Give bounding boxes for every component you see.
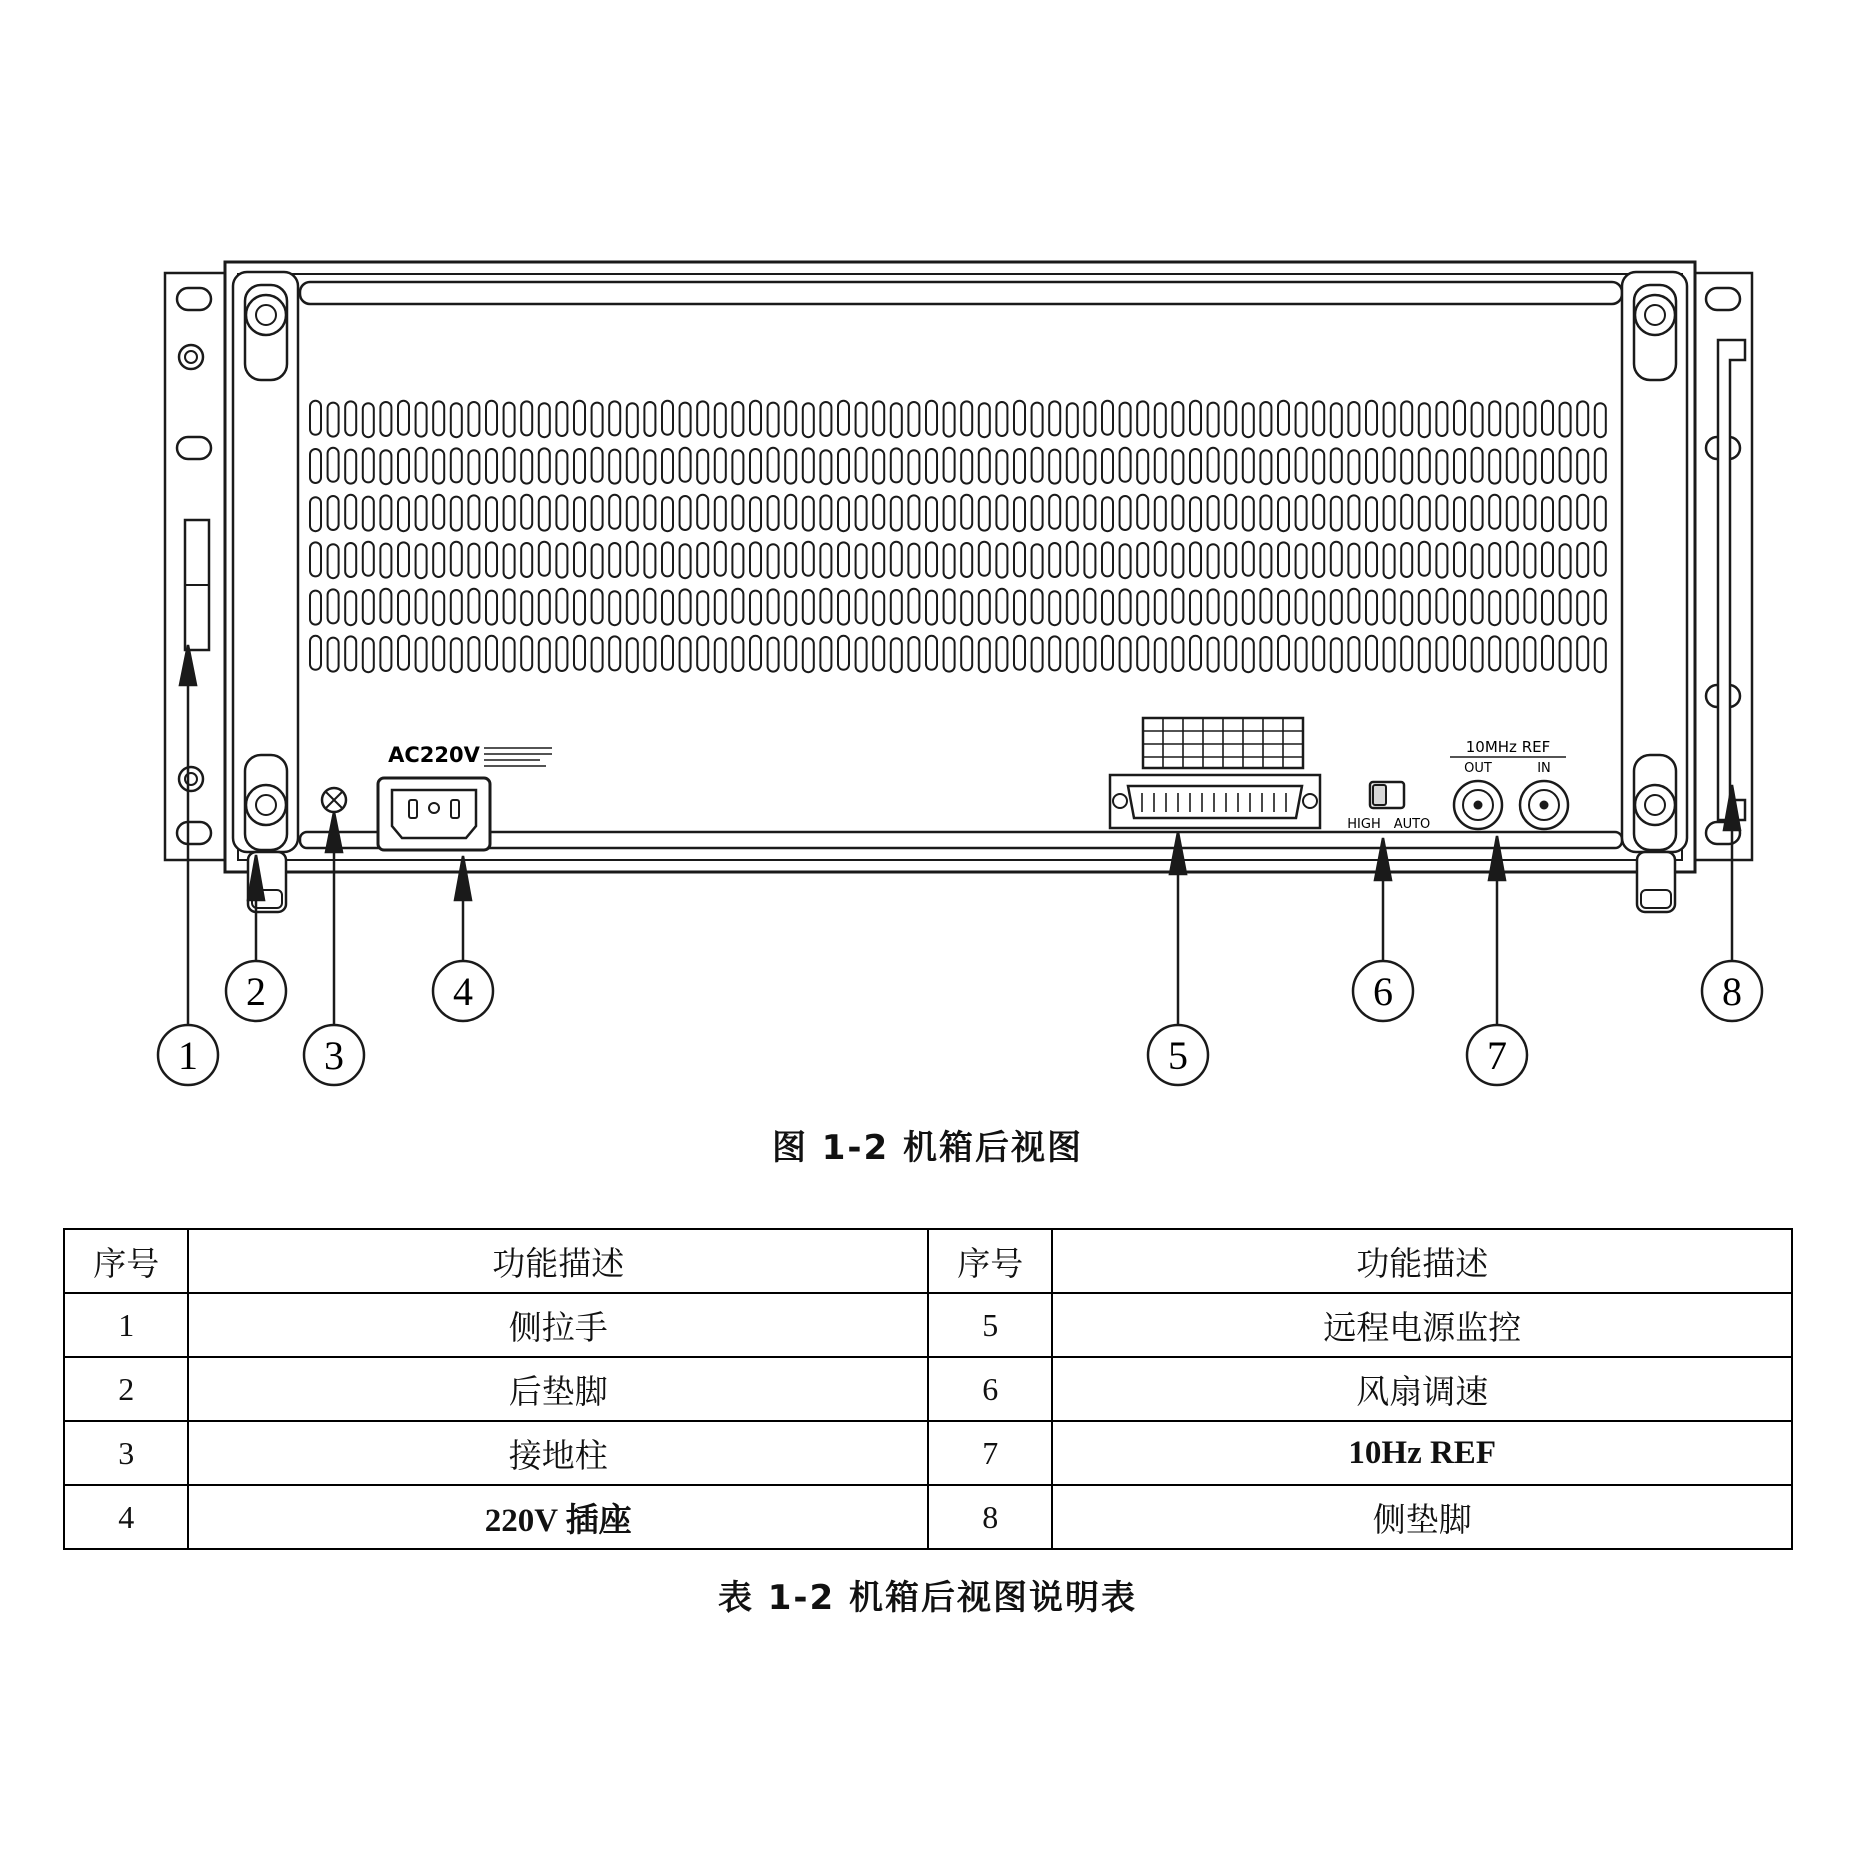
row-3-right-desc: 10Hz REF — [1052, 1421, 1792, 1485]
fan-switch-high-label: HIGH — [1347, 817, 1381, 832]
callout-1 — [158, 1025, 218, 1085]
header-left-num: 序号 — [64, 1229, 188, 1293]
callout-6 — [1353, 961, 1413, 1021]
row-4-left-num: 4 — [64, 1485, 188, 1549]
callout-number-label: 3 — [324, 1033, 344, 1078]
row-3-left-desc: 接地柱 — [188, 1421, 928, 1485]
callout-number-label: 2 — [246, 969, 266, 1014]
ac-inlet-label: AC220V — [388, 743, 480, 767]
callout-8 — [1702, 961, 1762, 1021]
row-3-left-num: 3 — [64, 1421, 188, 1485]
row-4-left-desc: 220V 插座 — [188, 1485, 928, 1549]
header-left-desc: 功能描述 — [188, 1229, 928, 1293]
row-2-left-num: 2 — [64, 1357, 188, 1421]
row-1-left-desc: 侧拉手 — [188, 1293, 928, 1357]
rack-ear-right — [1692, 273, 1752, 860]
rear-foot-right — [1622, 272, 1687, 912]
legend-table-container — [63, 1228, 1793, 1550]
row-2-right-desc: 风扇调速 — [1052, 1357, 1792, 1421]
callout-number-label: 7 — [1487, 1033, 1507, 1078]
header-right-desc: 功能描述 — [1052, 1229, 1792, 1293]
callout-4 — [433, 961, 493, 1021]
callout-7 — [1467, 1025, 1527, 1085]
callout-number-label: 1 — [178, 1033, 198, 1078]
row-2-right-num: 6 — [928, 1357, 1052, 1421]
callout-markers — [158, 961, 1762, 1085]
row-4-right-num: 8 — [928, 1485, 1052, 1549]
row-4-right-desc: 侧垫脚 — [1052, 1485, 1792, 1549]
callout-number-label: 5 — [1168, 1033, 1188, 1078]
callout-3 — [304, 1025, 364, 1085]
table-row — [64, 1357, 1792, 1421]
table-header-row — [64, 1229, 1792, 1293]
callout-number-label: 4 — [453, 969, 473, 1014]
ref-group-title: 10MHz REF — [1465, 738, 1551, 756]
row-1-right-desc: 远程电源监控 — [1052, 1293, 1792, 1357]
legend-table — [63, 1228, 1793, 1550]
row-3-right-num: 7 — [928, 1421, 1052, 1485]
rear-foot-left — [233, 272, 298, 912]
callout-2 — [226, 961, 286, 1021]
grounding-post — [322, 788, 346, 812]
ref-out-label: OUT — [1464, 761, 1492, 776]
row-2-left-desc: 后垫脚 — [188, 1357, 928, 1421]
row-1-left-num: 1 — [64, 1293, 188, 1357]
rack-ear-left — [165, 273, 225, 860]
ref-in-label: IN — [1537, 761, 1551, 776]
table-row — [64, 1421, 1792, 1485]
callout-number-label: 8 — [1722, 969, 1742, 1014]
header-right-num: 序号 — [928, 1229, 1052, 1293]
figure-caption: 图 1-2 机箱后视图 — [771, 1128, 1084, 1168]
fan-switch-auto-label: AUTO — [1393, 817, 1431, 832]
table-row — [64, 1485, 1792, 1549]
callout-number-label: 6 — [1373, 969, 1393, 1014]
table-row — [64, 1293, 1792, 1357]
callout-5 — [1148, 1025, 1208, 1085]
row-1-right-num: 5 — [928, 1293, 1052, 1357]
table-caption: 表 1-2 机箱后视图说明表 — [717, 1578, 1138, 1618]
